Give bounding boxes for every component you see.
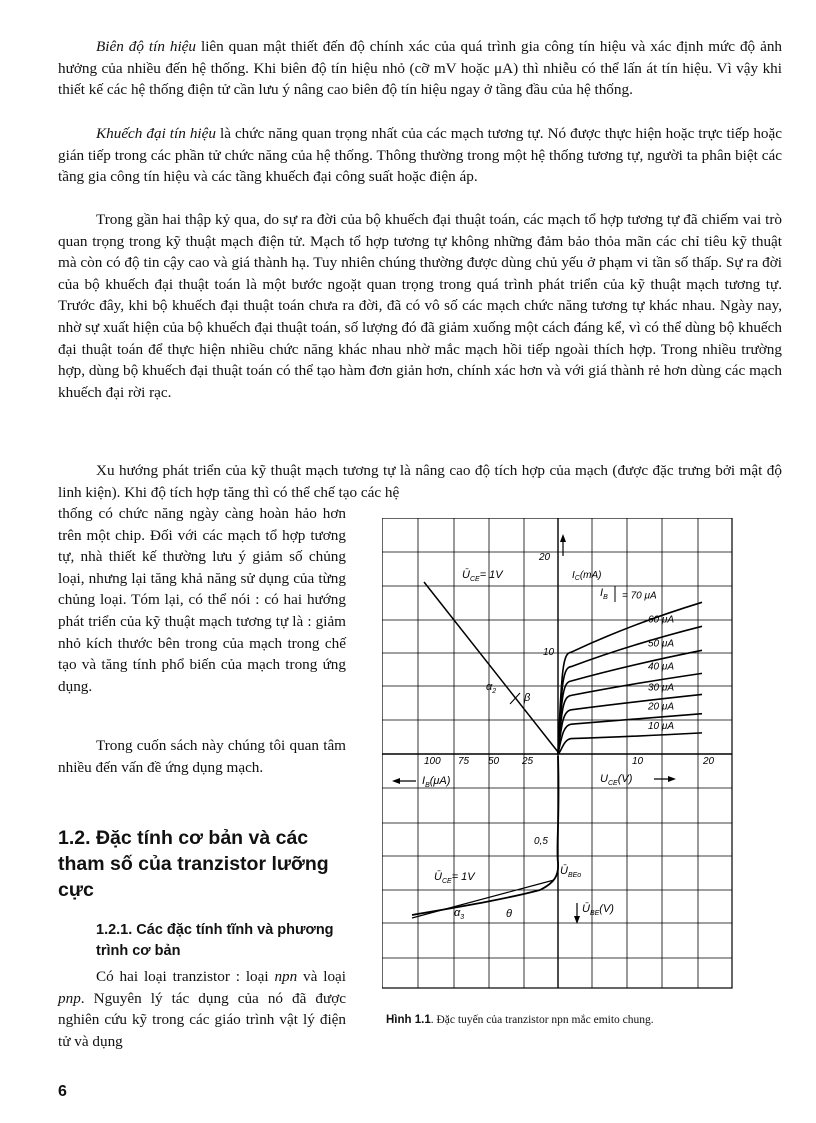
caption-text: . Đặc tuyến của tranzistor npn mắc emito chung. [430,1014,654,1026]
paragraph-text: và loại [297,968,347,985]
transfer-characteristic-line [424,582,558,752]
theta-label: θ [506,908,512,920]
input-tangent-line [412,880,554,918]
uce-condition-top: $Ū_{CE}= 1V$ [462,569,503,583]
alpha2-label: $\alpha_2$ [486,681,497,695]
paragraph-text: liên quan mật thiết đến độ chính xác của quá trình gia công tín hiệu và xác định mức độ ảnh hưởng của nhiều đến hệ thống. Khi biên độ tín hiệu nhỏ (cỡ mV hoặc μA) thì nhiễu có thể lấn át tín hiệu. Vì vậy khi thiết kế các hệ thống điện tử cần lưu ý nâng cao biên độ tín hiệu ngay ở tầng đầu của hệ thống. [58,38,783,99]
ube-tick-05: 0,5 [534,836,548,847]
curve-label-40ua: 40 μA [648,661,675,673]
transistor-characteristics-figure [382,518,734,992]
paragraph-signal-amplification [58,123,782,188]
caption-label: Hình 1.1 [386,1014,431,1026]
curve-label-70ua: = 70 μA [622,590,657,602]
curve-labels [622,590,674,732]
ubeo-label: $Ū_{BEo}$ [560,865,582,879]
ube-axis-label: $Ū_{BE}(V)$ [582,903,614,917]
ib-tick-50: 50 [488,756,500,767]
paragraph-text: là chức năng quan trọng nhất của các mạch tương tự. Nó được thực hiện hoặc trực tiếp hoặc gián tiếp trong các phần tử chức năng của hệ thống. Thông thường trong một hệ thống tương tự, người ta phân biệt các tầng gia công tín hiệu và các tầng khuếch đại công suất hoặc điện áp. [58,125,782,186]
uce-axis-arrowhead [668,776,676,782]
uce-axis-label: $U_{CE}(V)$ [600,773,633,787]
output-curve-40ua [558,673,702,754]
page-number: 6 [58,1083,67,1100]
curve-label-50ua: 50 μA [648,638,675,650]
ib-axis-label: $I_B(\mu A)$ [422,775,451,789]
curve-label-30ua: 30 μA [648,682,675,694]
output-curve-10ua [558,733,702,754]
curve-label-10ua: 10 μA [648,720,675,732]
figure-grid [382,518,732,988]
paragraph-opamp-history: Trong gần hai thập kỷ qua, do sự ra đời của bộ khuếch đại thuật toán, các mạch tổ hợp tương tự đã chiếm vai trò quan trọng trong kỹ thuật mạch điện tử. Mạch tổ hợp tương tự không những đảm bảo thỏa mãn các chỉ tiêu kỹ thuật mà còn có độ tin cậy cao và giá thành hạ. Tuy nhiên chúng thường được dùng chủ yếu ở phạm vi tần số thấp. Sự ra đời của bộ khuếch đại thuật toán là một bước ngoặt quan trọng trong quá trình phát triển của kỹ thuật mạch tương tự. Trước đây, khi bộ khuếch đại thuật toán chưa ra đời, đã có vô số các mạch chức năng tương tự khác nhau. Ngày nay, nhờ sự xuất hiện của bộ khuếch đại thuật toán, số lượng đó đã giảm xuống một cách đáng kể, vì có thể dùng bộ khuếch đại thuật toán để thực hiện nhiều chức năng khác nhau nhờ mắc mạch hồi tiếp ngoài thích hợp. Trong nhiều trường hợp, dùng bộ khuếch đại thuật toán có thể tạo hàm đơn giản hơn, chính xác hơn và với giá thành rẻ hơn dùng các mạch khuếch đại rời rạc. [58,211,782,401]
ic-axis-label: $I_C(mA)$ [572,570,602,582]
figure-frame [382,518,732,988]
paragraph-signal-amplitude [58,36,782,101]
term-signal-amplification: Khuếch đại tín hiệu [96,125,216,142]
uce-condition-bottom: $Ū_{CE}= 1V$ [434,871,475,885]
paragraph-book-focus: Trong cuốn sách này chúng tôi quan tâm nhiều đến vấn đề ứng dụng mạch. [58,737,346,776]
uce-tick-10: 10 [632,756,644,767]
paragraph-text: Có hai loại tranzistor : loại [96,968,275,985]
paragraph-trend-full: Xu hướng phát triển của kỹ thuật mạch tương tự là nâng cao độ tích hợp của mạch (được đặc trưng bởi mật độ linh kiện). Khi độ tích hợp tăng thì có thể chế tạo các hệ [58,462,782,501]
curve-label-60ua: 60 μA [648,614,675,626]
alpha3-label: $\alpha_3$ [454,907,465,921]
paragraph-transistor-types [58,966,346,1052]
paragraph-text: . Nguyên lý tác dụng của nó đã được nghiên cứu kỹ trong các giáo trình vật lý điện tử và dụng [58,989,346,1050]
ic-tick-20: 20 [539,552,551,563]
term-npn: npn [274,968,298,985]
term-pnp: pnp [58,989,81,1007]
subsection-heading: 1.2.1. Các đặc tính tĩnh và phương trình cơ bản [96,922,334,959]
uce-tick-20: 20 [703,756,715,767]
ib-axis-arrowhead [392,778,400,784]
ic-tick-10: 10 [543,647,555,658]
beta-label: β [524,692,531,704]
ib-tick-25: 25 [522,756,534,767]
ib-tick-100: 100 [424,756,441,767]
ib-tick-75: 75 [458,756,470,767]
term-signal-amplitude: Biên độ tín hiệu [96,38,197,55]
output-curves [558,602,702,754]
ib-param-label: $I_B$ [600,587,608,601]
figure-caption [386,1014,786,1026]
section-heading: 1.2. Đặc tính cơ bản và các tham số của tranzistor lưỡng cực [58,827,329,901]
ic-axis-arrowhead [560,534,566,542]
output-curve-60ua [558,626,702,754]
curve-label-20ua: 20 μA [648,701,675,713]
paragraph-trend-narrow: thống có chức năng ngày càng hoàn hảo hơn trên một chip. Đối với các mạch tổ hợp tương tự, nhà thiết kế thường lưu ý giảm số chủng loại, nhưng lại tăng khả năng sử dụng của từng chủng loại. Tóm lại, có thể nói : có hai hướng phát triển của kỹ thuật mạch tương tự là : giảm nhỏ kích thước bên trong của mạch trong chế tạo và tăng tính phổ biến của mạch trong ứng dụng. [58,505,346,695]
